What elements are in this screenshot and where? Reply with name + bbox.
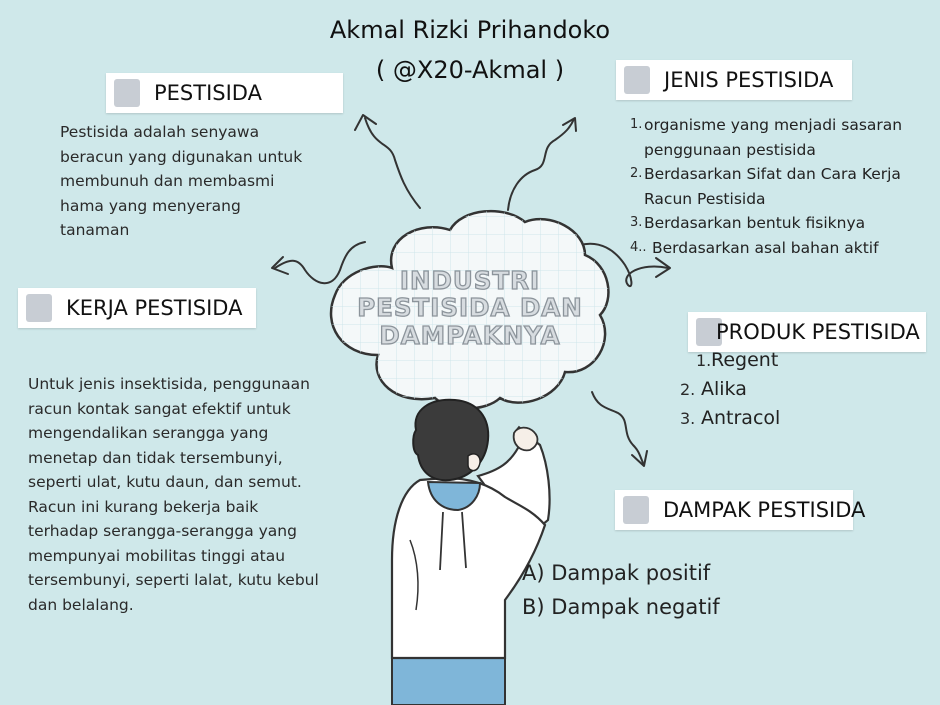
produk-list	[680, 346, 830, 433]
label-jenis-text: JENIS PESTISIDA	[664, 68, 834, 92]
kerja-line: racun kontak sangat efektif untuk	[28, 399, 291, 418]
kerja-line: menetap dan tidak tersembunyi,	[28, 448, 283, 467]
dampak-negatif: B) Dampak negatif	[522, 595, 720, 619]
list-item: 2. Berdasarkan Sifat dan Cara Kerja Racun Pestisida	[630, 165, 901, 208]
list-item: 3. Antracol	[680, 407, 781, 429]
label-square	[114, 79, 140, 107]
pestisida-line: beracun yang digunakan untuk	[60, 147, 303, 166]
pestisida-line: membunuh dan membasmi	[60, 172, 275, 190]
list-item: 3. Berdasarkan bentuk fisiknya	[630, 214, 866, 232]
label-jenis	[616, 60, 852, 100]
center-title-line1: INDUSTRI	[399, 266, 541, 295]
pestisida-line: hama yang menyerang	[60, 196, 241, 215]
center-title-line2: PESTISIDA DAN	[357, 293, 583, 322]
kerja-line: dan belalang.	[28, 595, 134, 614]
kerja-description	[28, 372, 348, 617]
kerja-line: seperti ulat, kutu daun, dan semut.	[28, 473, 302, 491]
list-item: 1. Regent	[696, 349, 779, 371]
list-item: 1. organisme yang menjadi sasaran penggunaan pestisida	[630, 116, 903, 159]
jenis-list	[630, 113, 930, 260]
kerja-line: terhadap serangga-serangga yang	[28, 522, 297, 540]
kerja-line: tersembunyi, seperti lalat, kutu kebul	[28, 571, 319, 589]
arrow-to-pestisida	[355, 115, 420, 208]
pestisida-line: Pestisida adalah senyawa	[60, 123, 260, 141]
label-kerja	[18, 288, 256, 328]
label-dampak-text: DAMPAK PESTISIDA	[663, 498, 866, 522]
arrow-to-produk	[592, 392, 647, 466]
label-square	[26, 294, 52, 322]
kerja-line: Racun ini kurang bekerja baik	[28, 497, 259, 516]
label-kerja-text: KERJA PESTISIDA	[66, 296, 243, 320]
author-handle: ( @X20-Akmal )	[375, 56, 565, 84]
arrow-to-jenis	[508, 118, 576, 210]
label-square	[623, 496, 649, 524]
center-title-line3: DAMPAKNYA	[379, 321, 561, 350]
person-illustration	[392, 400, 550, 705]
pestisida-line: tanaman	[60, 221, 130, 239]
pestisida-definition	[60, 120, 350, 243]
kerja-line: mempunyai mobilitas tinggi atau	[28, 546, 286, 565]
label-square	[624, 66, 650, 94]
kerja-line: Untuk jenis insektisida, penggunaan	[28, 375, 310, 393]
dampak-list	[522, 556, 782, 624]
label-dampak	[615, 490, 866, 530]
kerja-line: mengendalikan serangga yang	[28, 424, 269, 442]
dampak-positif: A) Dampak positif	[522, 561, 711, 585]
list-item: 4.. Berdasarkan asal bahan aktif	[630, 238, 879, 257]
label-pestisida	[106, 73, 343, 113]
list-item: 2. Alika	[680, 378, 747, 400]
label-produk-text: PRODUK PESTISIDA	[716, 320, 920, 344]
label-pestisida-text: PESTISIDA	[154, 81, 262, 105]
author-name: Akmal Rizki Prihandoko	[329, 16, 611, 44]
